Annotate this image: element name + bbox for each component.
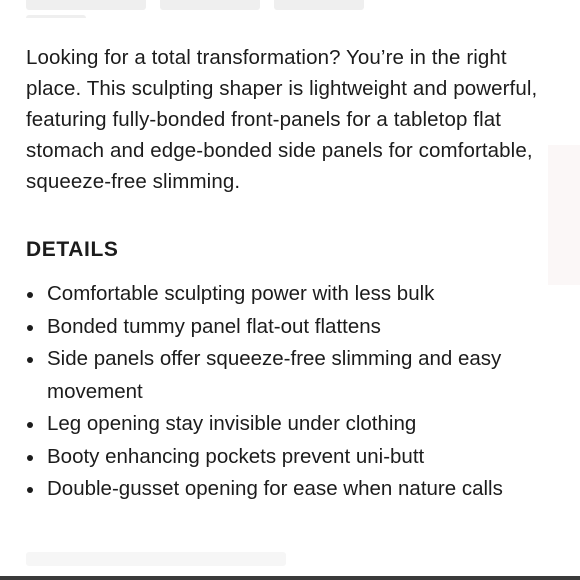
list-item: Double-gusset opening for ease when nature calls <box>26 473 558 506</box>
bottom-divider <box>0 576 580 580</box>
list-item: Leg opening stay invisible under clothing <box>26 408 558 441</box>
list-item: Bonded tummy panel flat-out flattens <box>26 311 558 344</box>
list-item: Comfortable sculpting power with less bulk <box>26 278 558 311</box>
product-description: Looking for a total transformation? You’re in the right place. This sculpting shaper is lightweight and powerful, featuring fully-bonded front-panels for a tabletop flat stomach and edge-bonded side panels for comfortable, squeeze-free slimming. <box>26 46 538 193</box>
list-item: Booty enhancing pockets prevent uni-butt <box>26 441 558 474</box>
list-item: Side panels offer squeeze-free slimming and easy movement <box>26 343 558 408</box>
details-heading: DETAILS <box>26 238 119 261</box>
product-details-section <box>26 42 558 506</box>
clipped-footer-text <box>26 552 286 566</box>
details-list <box>26 278 558 506</box>
clipped-header-text <box>26 0 426 18</box>
